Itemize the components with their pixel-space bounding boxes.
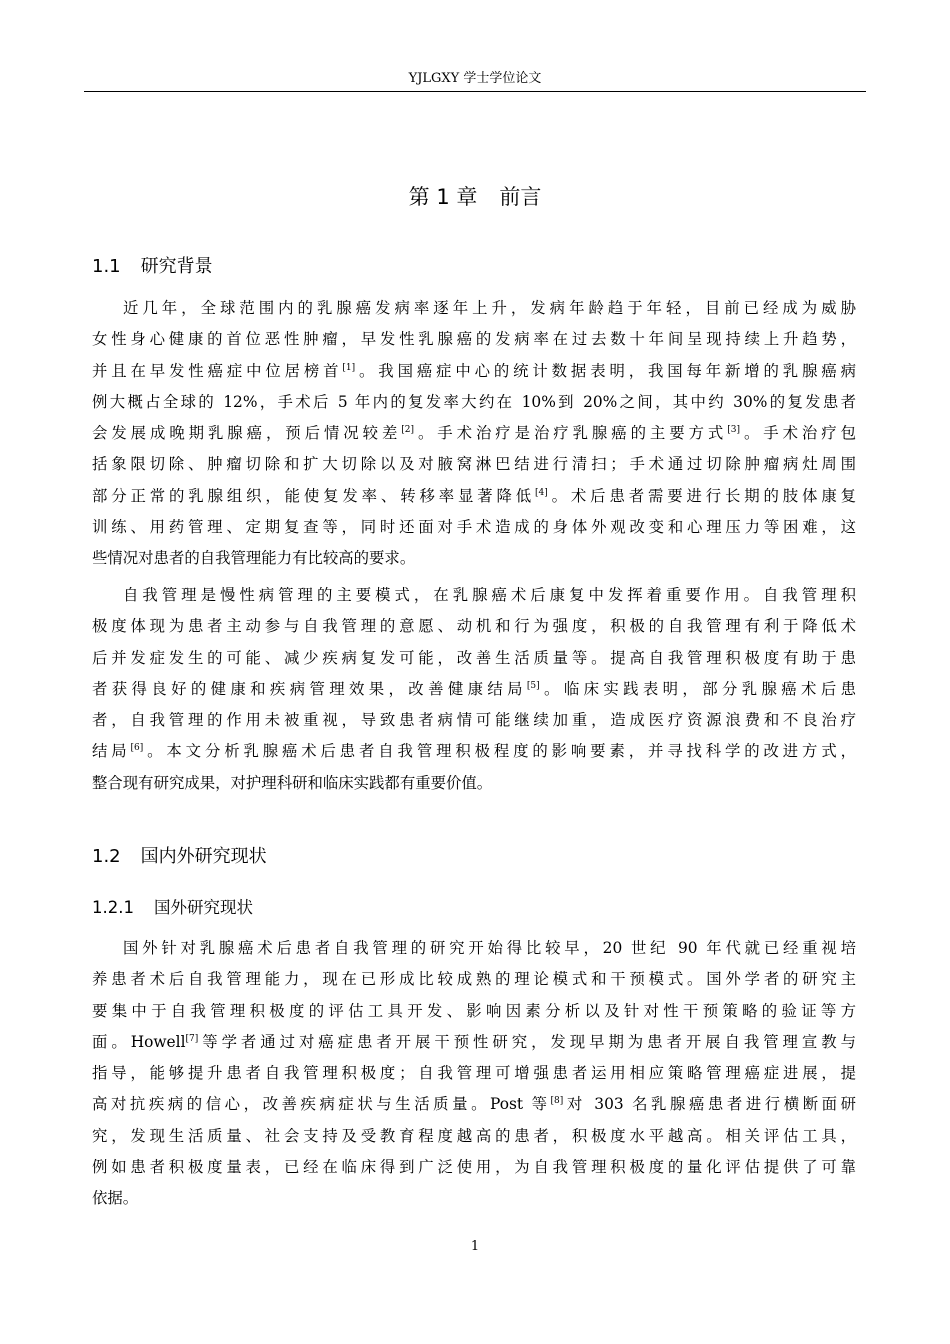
citation-ref: [2] (401, 425, 415, 436)
section-heading-1-2 (92, 843, 267, 871)
citation-ref: [4] (535, 487, 548, 498)
text-line: 指导，能够提升患者自我管理积极度；自我管理可增强患者运用相应策略管理癌症进展，提 (92, 1064, 856, 1083)
text-line: 会发展成晚期乳腺癌，预后情况较差[2]。手术治疗是治疗乳腺癌的主要方式[3]。手术治疗包 (92, 424, 856, 443)
section-heading-1-1 (92, 253, 213, 281)
text-line: 女性身心健康的首位恶性肿瘤，早发性乳腺癌的发病率在过去数十年间呈现持续上升趋势， (92, 330, 856, 349)
text-line: 要集中于自我管理积极度的评估工具开发、影响因素分析以及针对性干预策略的验证等方 (92, 1001, 856, 1020)
text-line: 者，自我管理的作用未被重视，导致患者病情可能继续加重，造成医疗资源浪费和不良治疗 (92, 711, 856, 730)
subsection-title: 国外研究现状 (153, 898, 253, 917)
text-line: 并且在早发性癌症中位居榜首[1]。我国癌症中心的统计数据表明，我国每年新增的乳腺癌病 (92, 361, 856, 380)
section-title: 研究背景 (140, 256, 213, 277)
section-title: 国内外研究现状 (140, 846, 267, 867)
text-line: 结局[6]。本文分析乳腺癌术后患者自我管理积极程度的影响要素，并寻找科学的改进方式， (92, 742, 856, 761)
text-line: 国外针对乳腺癌术后患者自我管理的研究开始得比较早，20 世纪 90 年代就已经重视培 (123, 939, 856, 957)
subsection-number: 1.2.1 (92, 898, 134, 917)
text-line: 部分正常的乳腺组织，能使复发率、转移率显著降低[4]。术后患者需要进行长期的肢体康复 (92, 486, 856, 505)
citation-ref: [3] (727, 425, 740, 436)
text-line: 后并发症发生的可能、减少疾病复发可能，改善生活质量等。提高自我管理积极度有助于患 (92, 648, 856, 667)
page-number: 1 (470, 1239, 480, 1254)
citation-ref: [7] (185, 1033, 199, 1044)
text-line: 究，发现生活质量、社会支持及受教育程度越高的患者，积极度水平越高。相关评估工具， (92, 1126, 856, 1145)
paragraph-background-1 (92, 293, 856, 575)
text-line: 例大概占全球的 12%，手术后 5 年内的复发率大约在 10%到 20%之间，其中约 30%的复发患者 (92, 392, 856, 411)
text-line: 括象限切除、肿瘤切除和扩大切除以及对腋窝淋巴结进行清扫；手术通过切除肿瘤病灶周围 (92, 455, 856, 474)
text-line: 高对抗疾病的信心，改善疾病症状与生活质量。Post 等[8]对 303 名乳腺癌患者进行横断面研 (92, 1095, 856, 1114)
text-line: 极度体现为患者主动参与自我管理的意愿、动机和行为强度，积极的自我管理有利于降低术 (92, 617, 856, 636)
text-line: 整合现有研究成果，对护理科研和临床实践都有重要价值。 (92, 773, 493, 792)
text-line: 训练、用药管理、定期复查等，同时还面对手术造成的身体外观改变和心理压力等困难，这 (92, 518, 856, 537)
chapter-number: 第 1 章 (408, 185, 478, 209)
section-number: 1.2 (92, 846, 121, 867)
text-line: 些情况对患者的自我管理能力有比较高的要求。 (92, 549, 416, 568)
text-line: 依据。 (92, 1189, 139, 1208)
text-line: 者获得良好的健康和疾病管理效果，改善健康结局[5]。临床实践表明，部分乳腺癌术后患 (92, 679, 856, 698)
text-line: 例如患者积极度量表，已经在临床得到广泛使用，为自我管理积极度的量化评估提供了可靠 (92, 1158, 856, 1177)
text-line: 近几年，全球范围内的乳腺癌发病率逐年上升，发病年龄趋于年轻，目前已经成为威胁 (123, 299, 856, 317)
chapter-title (84, 180, 866, 214)
citation-ref: [1] (342, 362, 356, 373)
chapter-name: 前言 (499, 185, 542, 209)
subsection-heading-1-2-1 (92, 895, 253, 921)
paragraph-foreign-research (92, 933, 856, 1215)
running-header: YJLGXY 学士学位论文 (84, 70, 866, 92)
section-number: 1.1 (92, 256, 121, 277)
citation-ref: [6] (130, 743, 144, 754)
citation-ref: [5] (526, 680, 540, 691)
text-line: 养患者术后自我管理能力，现在已形成比较成熟的理论模式和干预模式。国外学者的研究主 (92, 970, 856, 989)
text-line: 自我管理是慢性病管理的主要模式，在乳腺癌术后康复中发挥着重要作用。自我管理积 (123, 586, 856, 604)
citation-ref: [8] (550, 1096, 564, 1107)
paragraph-background-2 (92, 580, 856, 799)
text-line: 面。Howell[7]等学者通过对癌症患者开展干预性研究，发现早期为患者开展自我管理宣教与 (92, 1032, 856, 1051)
